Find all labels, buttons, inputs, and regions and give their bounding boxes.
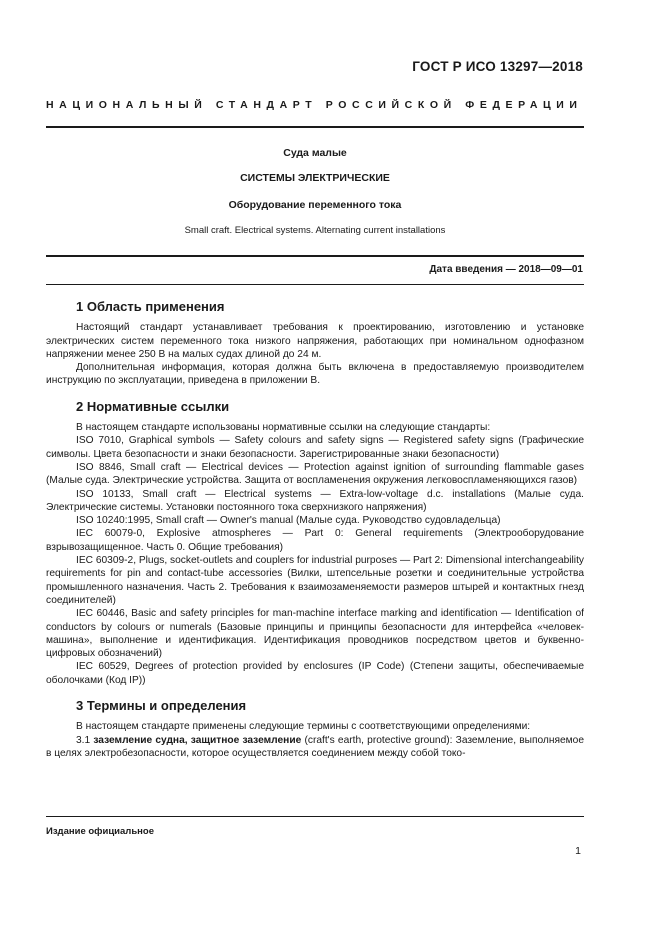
reference-item: IEC 60309-2, Plugs, socket-outlets and couplers for industrial purposes — Part 2: Dimensional interchangeability requirements for pin and contact-tube accessories (Вилки, штепсельные розетки и соединительные устройства промышленного назначения. Часть 2. Требования к взаимозаменяемости размеров штырей и контактных гнезд соединителей) — [46, 555, 584, 606]
title-english: Small craft. Electrical systems. Alternating current installations — [184, 225, 446, 236]
reference-item: IEC 60079-0, Explosive atmospheres — Part 0: General requirements (Электрооборудование взрывозащищенное. Часть 0. Общие требования) — [46, 528, 584, 553]
national-standard-banner: НАЦИОНАЛЬНЫЙ СТАНДАРТ РОССИЙСКОЙ ФЕДЕРАЦИИ — [46, 99, 583, 111]
title-top-rule — [46, 126, 584, 128]
section-2-heading: 2 Нормативные ссылки — [76, 398, 230, 414]
edition-label: Издание официальное — [46, 826, 154, 837]
section-1-heading: 1 Область применения — [76, 299, 225, 314]
section-3-intro: В настоящем стандарте применены следующие термины с соответствующими определениями: — [76, 721, 531, 733]
term-name: заземление судна, защитное заземление — [93, 734, 302, 746]
reference-item: ISO 10240:1995, Small craft — Owner's manual (Малые суда. Руководство судовладельца) — [76, 515, 501, 527]
reference-item: ISO 10133, Small craft — Electrical systems — Extra-low-voltage d.c. installations (Малые суда. Электрические системы. Установки постоянного тока сверхнизкого напряжения) — [46, 488, 584, 513]
document-body — [46, 300, 584, 760]
date-rule — [46, 284, 584, 285]
title-line-1: Суда малые — [283, 147, 347, 159]
introduction-date: Дата введения — 2018—09—01 — [429, 264, 583, 275]
title-line-2: СИСТЕМЫ ЭЛЕКТРИЧЕСКИЕ — [240, 172, 390, 184]
title-bottom-rule — [46, 255, 584, 257]
term-definition-text: (craft's earth, protective ground): Заземление, выполняемое в целях электробезопасности, которое осуществляется соединением между собой токо- — [46, 734, 585, 759]
section-3-heading: 3 Термины и определения — [76, 698, 247, 714]
page-number: 1 — [575, 845, 581, 857]
term-number: 3.1 — [76, 734, 94, 746]
section-1-paragraph: Дополнительная информация, которая должна быть включена в предоставляемую производителем инструкцию по эксплуатации, приведена в приложении В. — [46, 362, 584, 387]
reference-item: IEC 60529, Degrees of protection provided by enclosures (IP Code) (Степени защиты, обеспечиваемые оболочками (Код IP)) — [46, 661, 584, 686]
reference-item: ISO 8846, Small craft — Electrical devices — Protection against ignition of surrounding flammable gases (Малые суда. Электрические устройства. Защита от воспламенения окружения легковоспламеняющихся газов) — [46, 461, 584, 487]
reference-item: ISO 7010, Graphical symbols — Safety colours and safety signs — Registered safety signs (Графические символы. Цвета безопасности и знаки безопасности. Зарегистрированные знаки безопасности) — [46, 435, 584, 460]
section-2-intro: В настоящем стандарте использованы нормативные ссылки на следующие стандарты: — [76, 422, 491, 434]
section-1-paragraph: Настоящий стандарт устанавливает требования к проектированию, изготовлению и установке электрических систем переменного тока низкого напряжения, работающих при номинальном однофазном напряжении менее 250 В на малых судах длиной до 24 м. — [46, 322, 584, 360]
reference-item: IEC 60446, Basic and safety principles for man-machine interface marking and identification — Identification of conductors by colours or numerals (Базовые принципы и принципы безопасности для интерфейса «человек-машина», выполнение и идентификация. Идентификация проводников посредством цветов и буквенно-цифровых обозначений) — [46, 608, 584, 660]
footer-rule — [46, 816, 584, 817]
term-definition — [46, 734, 584, 761]
document-id: ГОСТ Р ИСО 13297—2018 — [412, 59, 583, 74]
title-line-3: Оборудование переменного тока — [228, 199, 402, 211]
